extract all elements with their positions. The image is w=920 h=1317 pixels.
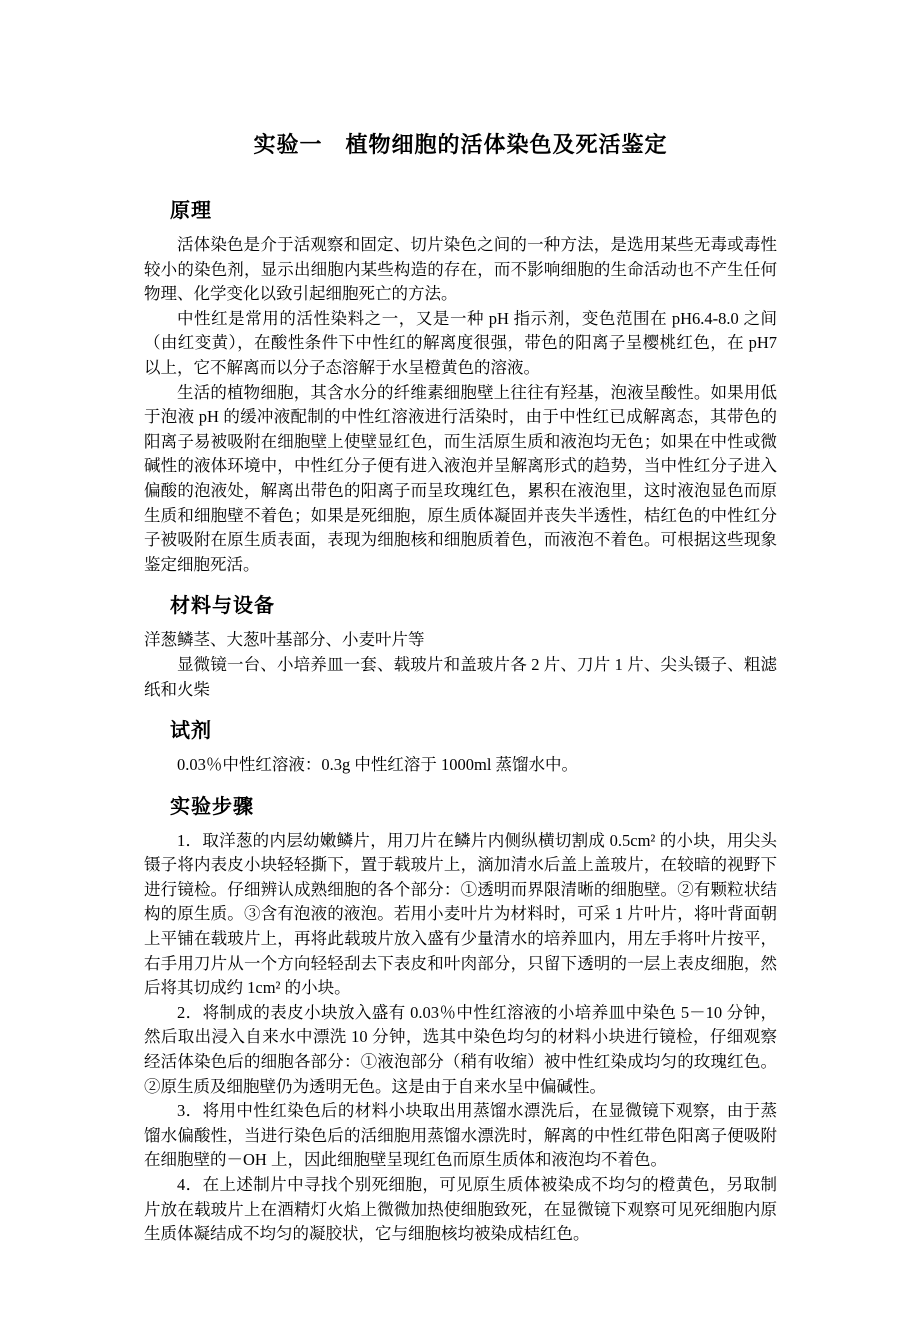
section-heading-steps: 实验步骤 [170, 795, 254, 818]
section-heading-principle: 原理 [170, 200, 212, 222]
step-paragraph-3: 3．将用中性红染色后的材料小块取出用蒸馏水漂洗后，在显微镜下观察，由于蒸馏水偏酸性，当进行染色后的活细胞用蒸馏水漂洗时，解离的中性红带色阳离子便吸附在细胞壁的－OH 上，因此细胞壁呈现红色而原生质体和液泡均不着色。 [144, 1101, 777, 1170]
step-paragraph-4: 4．在上述制片中寻找个别死细胞，可见原生质体被染成不均匀的橙黄色，另取制片放在载玻片上在酒精灯火焰上微微加热使细胞致死，在显微镜下观察可见死细胞内原生质体凝结成不均匀的凝胶状，它与细胞核均被染成桔红色。 [144, 1175, 777, 1244]
step-paragraph-1: 1．取洋葱的内层幼嫩鳞片，用刀片在鳞片内侧纵横切割成 0.5cm² 的小块，用尖头镊子将内表皮小块轻轻撕下，置于载玻片上，滴加清水后盖上盖玻片，在较暗的视野下进行镜检。仔细辨认成熟细胞的各个部分：①透明而界限清晰的细胞壁。②有颗粒状结构的原生质。③含有泡液的液泡。若用小麦叶片为材料时，可采 1 片叶片，将叶背面朝上平铺在载玻片上，再将此载玻片放入盛有少量清水的培养皿内，用左手将叶片按平，右手用刀片从一个方向轻轻刮去下表皮和叶肉部分，只留下透明的一层上表皮细胞，然后将其切成约 1cm² 的小块。 [144, 830, 777, 998]
materials-line-2: 显微镜一台、小培养皿一套、载玻片和盖玻片各 2 片、刀片 1 片、尖头镊子、粗滤纸和火柴 [144, 654, 777, 699]
principle-paragraph-3: 生活的植物细胞，其含水分的纤维素细胞壁上往往有羟基，泡液呈酸性。如果用低于泡液 pH 的缓冲液配制的中性红溶液进行活染时，由于中性红已成解离态，其带色的阳离子易被吸附在细胞壁上使壁显红色，而生活原生质和液泡均无色；如果在中性或微碱性的液体环境中，中性红分子便有进入液泡并呈解离形式的趋势，当中性红分子进入偏酸的泡液处，解离出带色的阳离子而呈玫瑰红色，累积在液泡里，这时液泡显色而原生质和细胞壁不着色；如果是死细胞，原生质体凝固并丧失半透性，桔红色的中性红分子被吸附在原生质表面，表现为细胞核和细胞质着色，而液泡不着色。可根据这些现象鉴定细胞死活。 [144, 382, 777, 574]
step-paragraph-2: 2．将制成的表皮小块放入盛有 0.03％中性红溶液的小培养皿中染色 5－10 分钟，然后取出浸入自来水中漂洗 10 分钟，选其中染色均匀的材料小块进行镜检，仔细观察经活体染色后的细胞各部分：①液泡部分（稍有收缩）被中性红染成均匀的玫瑰红色。②原生质及细胞壁仍为透明无色。这是由于自来水呈中偏碱性。 [144, 1002, 777, 1096]
section-heading-materials: 材料与设备 [170, 595, 275, 618]
document-title: 实验一 植物细胞的活体染色及死活鉴定 [253, 132, 668, 157]
section-heading-reagent: 试剂 [170, 720, 212, 743]
materials-line-1: 洋葱鳞茎、大葱叶基部分、小麦叶片等 [144, 630, 425, 650]
reagent-paragraph: 0.03％中性红溶液：0.3g 中性红溶于 1000ml 蒸馏水中。 [177, 755, 579, 775]
principle-paragraph-1: 活体染色是介于活观察和固定、切片染色之间的一种方法，是选用某些无毒或毒性较小的染色剂，显示出细胞内某些构造的存在，而不影响细胞的生命活动也不产生任何物理、化学变化以致引起细胞死亡的方法。 [144, 235, 777, 304]
principle-paragraph-2: 中性红是常用的活性染料之一，又是一种 pH 指示剂，变色范围在 pH6.4-8.0 之间（由红变黄），在酸性条件下中性红的解离度很强，带色的阳离子呈樱桃红色，在 pH7 以上，它不解离而以分子态溶解于水呈橙黄色的溶液。 [144, 308, 777, 377]
